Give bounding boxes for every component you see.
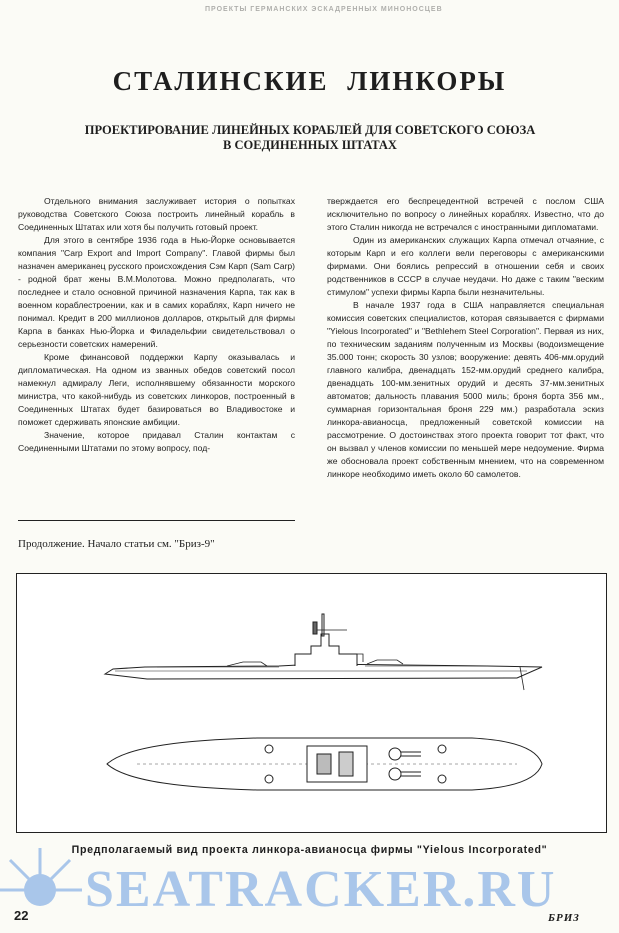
ship-drawing-figure xyxy=(16,573,607,833)
right-column xyxy=(327,195,604,481)
paragraph-continuation: тверждается его беспрецедентной встречей с послом США исключительно по вопросу о линейных кораблях. Известно, что до этого Сталин никогда не встречался с иностранными дипломатами. xyxy=(327,196,604,232)
paragraph: Отдельного внимания заслуживает история о попытках руководства Советского Союза построить линейный корабль в Соединенных Штатах или хотя бы получить готовый проект. xyxy=(18,196,295,232)
paragraph: Кроме финансовой поддержки Карпу оказывалась и дипломатическая. На одном из званных обедов советский посол намекнул адмиралу Леги, исполнявшему обязанности морского министра, что какой-нибудь из советских линкоров, построенный в Соединенных Штатах будет базироваться во Владивостоке и поможет сдерживать японские амбиции. xyxy=(18,352,295,427)
paragraph: Для этого в сентябре 1936 года в Нью-Йорке основывается компания "Carp Export and Import Company". Главой фирмы был назначен американец русского происхождения Сэм Карп (Sam Carp) - родной брат жены В.М.Молотова. Можно предполагать, что последнее и стало основной причиной назначения Карпа, так как в военном кораблестроении, как и в самих кораблях, Карп ничего не понимал. Кредит в 200 миллионов долларов, открытый для фирмы Карпа в банках Нью-Йорка и Филадельфии свидетельствовал о серьезности советских намерений. xyxy=(18,235,295,349)
battleship-carrier-illustration xyxy=(17,574,606,832)
article-subtitle xyxy=(40,123,580,153)
column-divider-rule xyxy=(18,520,295,521)
paragraph: Значение, которое придавал Сталин контактам с Соединенными Штатами по этому вопросу, под- xyxy=(18,430,295,453)
article-title: СТАЛИНСКИЕ ЛИНКОРЫ xyxy=(112,66,507,96)
figure-caption: Предполагаемый вид проекта линкора-авианосца фирмы "Yielous Incorporated" xyxy=(71,844,548,856)
left-column xyxy=(18,195,295,455)
magazine-logo: БРИЗ xyxy=(548,912,580,924)
subtitle-line-1: ПРОЕКТИРОВАНИЕ ЛИНЕЙНЫХ КОРАБЛЕЙ ДЛЯ СОВЕТСКОГО СОЮЗА xyxy=(84,123,536,137)
continuation-note: Продолжение. Начало статьи см. "Бриз-9" xyxy=(18,538,215,550)
site-watermark: SEATRACKER.RU xyxy=(85,861,557,918)
page-number: 22 xyxy=(14,908,29,923)
running-title: ПРОЕКТЫ ГЕРМАНСКИХ ЭСКАДРЕННЫХ МИНОНОСЦЕВ xyxy=(205,6,443,13)
paragraph: В начале 1937 года в США направляется специальная комиссия советских специалистов, которая связывается с фирмами "Yielous Incorporated" и "Bethlehem Steel Corporation". Первая из них, по техническим заданиям полученным из Москвы (водоизмещение 35.000 тонн; скорость 30 узлов; вооружение: девять 406-мм.орудий главного калибра, двенадцать 152-мм.орудий среднего калибра, двенадцать 100-мм.зенитных орудий и десять 37-мм.зенитных автоматов; дальность плавания 5000 миль; броня борта 356 мм., суммарная горизонтальная броня 229 мм.) разработала эскиз линкора-авианосца, предложенный советской комиссии на рассмотрение. О достоинствах этого проекта говорит тот факт, что он вызвал у членов комиссии по меньшей мере недоумение. Фирма же обосновала проект собственным мнением, что на современном линкоре необходимо иметь около 60 самолетов. xyxy=(327,300,604,479)
paragraph: Один из американских служащих Карпа отмечал отчаяние, с которым Карп и его коллеги вели переговоры с американскими фирмами. Они боялись репрессий в отношении себя и своих родственников в СССР в случае неудачи. Но даже с таким "веским стимулом" успехи фирмы Карпа были незначительны. xyxy=(327,235,604,297)
plan-view xyxy=(107,738,542,790)
side-profile-view xyxy=(105,614,542,690)
subtitle-line-2: В СОЕДИНЕННЫХ ШТАТАХ xyxy=(223,138,397,152)
